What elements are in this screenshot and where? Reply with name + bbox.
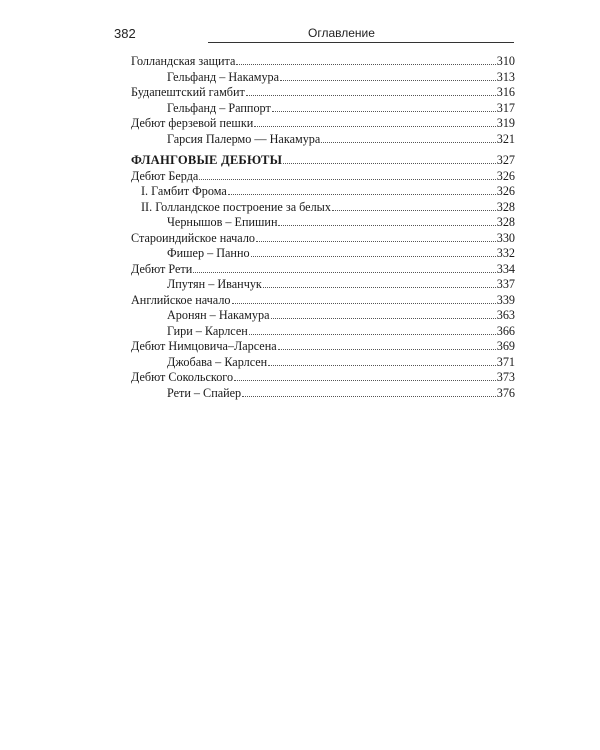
toc-entry xyxy=(131,85,515,101)
toc-entry xyxy=(131,153,515,169)
toc-entry xyxy=(131,184,515,200)
toc-entry-title: II. Голландское построение за белых xyxy=(141,199,331,214)
dot-leader xyxy=(249,334,496,335)
dot-leader xyxy=(278,225,495,226)
dot-leader xyxy=(332,210,496,211)
dot-leader xyxy=(199,179,495,180)
toc-entry xyxy=(131,169,515,185)
dot-leader xyxy=(234,380,496,381)
toc-entry-title: Джобава – Карлсен xyxy=(167,354,268,369)
toc-entry-page: 316 xyxy=(496,85,515,99)
toc-entry-title: Дебют ферзевой пешки xyxy=(131,116,254,130)
toc-entry-page: 313 xyxy=(496,69,515,84)
toc-entry xyxy=(131,293,515,309)
toc-section-title: ФЛАНГОВЫЕ ДЕБЮТЫ xyxy=(131,153,283,167)
toc-entry-page: 321 xyxy=(496,131,515,146)
toc-entry xyxy=(131,355,515,371)
toc-block-flank-openings xyxy=(131,153,515,401)
toc-entry xyxy=(131,370,515,386)
toc-entry-title: Будапештский гамбит xyxy=(131,85,245,99)
toc-entry xyxy=(131,132,515,148)
toc-entry xyxy=(131,101,515,117)
toc-entry xyxy=(131,324,515,340)
toc-entry-title: Гельфанд – Накамура xyxy=(167,69,280,84)
header-rule xyxy=(208,42,514,43)
toc-entry xyxy=(131,116,515,132)
toc-entry-page: 334 xyxy=(496,261,515,276)
toc-entry xyxy=(131,386,515,402)
toc-entry-title: Чернышов – Епишин xyxy=(167,215,278,229)
toc-entry-title: Английское начало xyxy=(131,292,231,307)
dot-leader xyxy=(271,318,496,319)
toc-entry-page: 373 xyxy=(496,370,515,384)
dot-leader xyxy=(246,95,496,96)
toc-entry-page: 366 xyxy=(496,323,515,338)
dot-leader xyxy=(272,111,496,112)
dot-leader xyxy=(280,80,496,81)
toc-entry-page: 317 xyxy=(496,100,515,115)
toc-entry-title: Лпутян – Иванчук xyxy=(167,277,262,291)
dot-leader xyxy=(236,64,495,65)
toc-entry-title: Дебют Берда xyxy=(131,168,199,183)
toc-entry-title: Гельфанд – Раппорт xyxy=(167,100,271,115)
toc-entry-title: Гарсия Палермо — Накамура xyxy=(167,131,321,146)
toc-entry-page: 376 xyxy=(496,385,515,400)
toc-entry-title: Фишер – Панно xyxy=(167,246,250,260)
toc-entry xyxy=(131,277,515,293)
toc-entry-page: 326 xyxy=(496,184,515,198)
dot-leader xyxy=(254,126,495,127)
toc-entry-page: 310 xyxy=(496,54,515,68)
toc-entry-page: 371 xyxy=(496,354,515,369)
toc-entry xyxy=(131,215,515,231)
dot-leader xyxy=(251,256,496,257)
toc-entry-page: 330 xyxy=(496,230,515,245)
toc-entry-page: 363 xyxy=(496,308,515,322)
toc-entry xyxy=(131,246,515,262)
dot-leader xyxy=(268,365,496,366)
dot-leader xyxy=(242,396,496,397)
toc-entry xyxy=(131,339,515,355)
dot-leader xyxy=(321,142,495,143)
dot-leader xyxy=(263,287,496,288)
toc-entry-title: Гири – Карлсен xyxy=(167,323,248,338)
page-number: 382 xyxy=(114,26,136,41)
toc-entry-title: Староиндийское начало xyxy=(131,230,256,245)
toc-entry-title: Дебют Сокольского xyxy=(131,370,234,384)
toc-entry-page: 369 xyxy=(496,339,515,353)
dot-leader xyxy=(228,194,496,195)
toc-entry xyxy=(131,70,515,86)
toc-entry-page: 337 xyxy=(496,277,515,291)
toc-entry-page: 328 xyxy=(496,199,515,214)
toc-entry xyxy=(131,308,515,324)
toc-entry-page: 327 xyxy=(496,153,515,167)
toc-entry-title: Голландская защита xyxy=(131,54,236,68)
toc-entry xyxy=(131,200,515,216)
toc-block-queen-pawn xyxy=(131,54,515,147)
toc-entry-page: 339 xyxy=(496,292,515,307)
toc-entry-page: 319 xyxy=(496,116,515,130)
dot-leader xyxy=(193,272,495,273)
toc-entry xyxy=(131,54,515,70)
page-header xyxy=(114,26,514,44)
toc-entry-title: I. Гамбит Фрома xyxy=(141,184,227,198)
dot-leader xyxy=(278,349,496,350)
toc-entry-page: 332 xyxy=(496,246,515,260)
toc-entry xyxy=(131,262,515,278)
dot-leader xyxy=(232,303,496,304)
dot-leader xyxy=(283,163,496,164)
dot-leader xyxy=(256,241,496,242)
toc-entry-page: 326 xyxy=(496,168,515,183)
toc-entry-page: 328 xyxy=(496,215,515,229)
running-head: Оглавление xyxy=(308,26,375,40)
toc-entry-title: Дебют Рети xyxy=(131,261,193,276)
toc-entry-title: Дебют Нимцовича–Ларсена xyxy=(131,339,277,353)
toc-entry-title: Аронян – Накамура xyxy=(167,308,270,322)
toc-entry-title: Рети – Спайер xyxy=(167,385,242,400)
toc-entry xyxy=(131,231,515,247)
